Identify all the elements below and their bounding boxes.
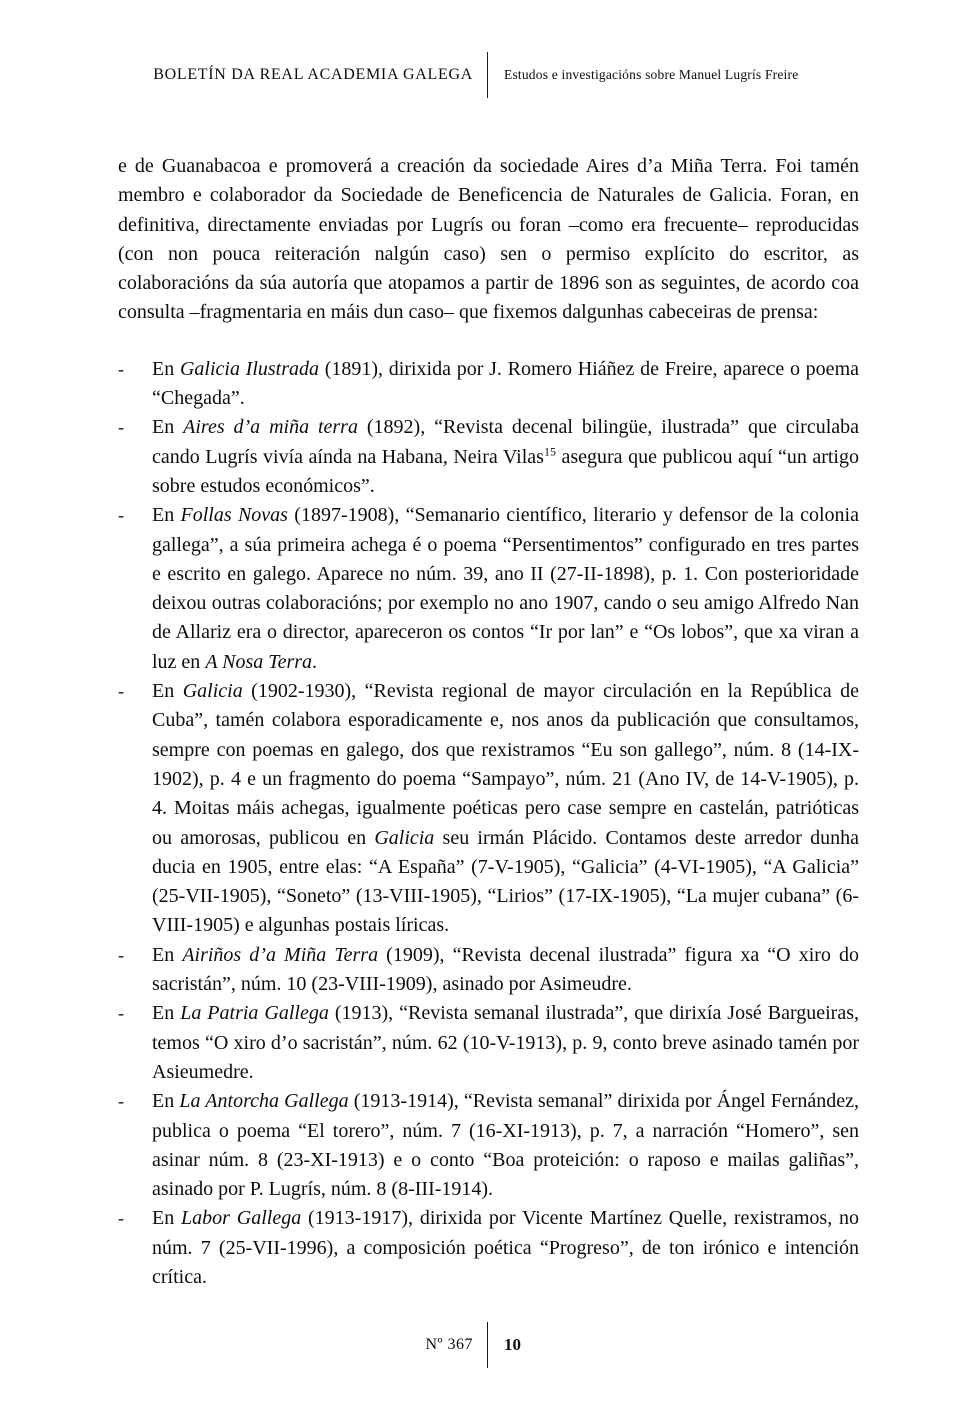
list-item-text: En Labor Gallega (1913-1917), dirixida por Vicente Martínez Quelle, rexistramos, no núm. 7 (25-VII-1996), a composición poética “Progreso”, de ton irónico e intención crítica. [152, 1207, 860, 1288]
list-item-text: En Aires d’a miña terra (1892), “Revista decenal bilingüe, ilustrada” que circulaba cando Lugrís vivía aínda na Habana, Neira Vilas$^{15}$ asegura que publicou aquí “un artigo sobre estudos económicos”. [152, 416, 860, 497]
list-item [118, 501, 859, 677]
main-text-block [118, 152, 859, 1292]
list-item-text: En Galicia Ilustrada (1891), dirixida por J. Romero Hiáñez de Freire, aparece o poema “Chegada”. [152, 357, 859, 410]
bullet-dash: - [118, 1003, 124, 1024]
list-item-text: En La Antorcha Gallega (1913-1914), “Revista semanal” dirixida por Ángel Fernández, publica o poema “El torero”, núm. 7 (16-XI-1913), p. 7, a narración “Homero”, sen asinar núm. 8 (23-XI-1913) e o conto “Boa proteición: o raposo e mailas galiñas”, asinado por P. Lugrís, núm. 8 (8-III-1914). [152, 1090, 860, 1201]
list-item [118, 999, 859, 1087]
list-item-text: En La Patria Gallega (1913), “Revista semanal ilustrada”, que dirixía José Bargueiras, temos “O xiro d’o sacristán”, núm. 62 (10-V-1913), p. 9, conto breve asinado tamén por Asieumedre. [152, 1002, 860, 1083]
bullet-dash: - [118, 417, 124, 438]
page-footer [0, 1322, 975, 1368]
page-header [0, 52, 975, 98]
list-item [118, 413, 859, 501]
list-item [118, 1204, 859, 1292]
list-item [118, 941, 859, 1000]
bullet-dash: - [118, 358, 124, 379]
issue-number: Nº 367 [425, 1336, 473, 1353]
list-item-text: En Follas Novas (1897-1908), “Semanario científico, literario y defensor de la colonia gallega”, a súa primeira achega é o poema “Persentimentos” configurado en tres partes e escrito en galego. Aparece no núm. 39, ano II (27-II-1898), p. 1. Con posterioridade deixou outras colaboracións; por exemplo no ano 1907, cando o seu amigo Alfredo Nan de Allariz era o director, apareceron os contos “Ir por lan” e “Os lobos”, que xa viran a luz en A Nosa Terra. [152, 504, 859, 673]
intro-paragraph: e de Guanabacoa e promoverá a creación da sociedade Aires d’a Miña Terra. Foi tamén membro e colaborador da Sociedade de Beneficencia de Naturales de Galicia. Foran, en definitiva, directamente enviadas por Lugrís ou foran –como era frecuente– reproducidas (con non pouca reiteración nalgún caso) sen o permiso explícito do escritor, as colaboracións da súa autoría que atopamos a partir de 1896 son as seguintes, de acordo coa consulta –fragmentaria en máis dun caso– que fixemos dalgunhas cabeceiras de prensa: [118, 155, 859, 324]
page-number: 10 [504, 1335, 521, 1354]
bullet-dash: - [118, 1091, 124, 1112]
list-item [118, 1087, 859, 1204]
list-item [118, 355, 859, 414]
bullet-dash: - [118, 944, 124, 965]
section-title: Estudos e investigacións sobre Manuel Lugrís Freire [504, 67, 799, 82]
list-item-text: En Airiños d’a Miña Terra (1909), “Revista decenal ilustrada” figura xa “O xiro do sacristán”, núm. 10 (23-VIII-1909), asinado por Asimeudre. [152, 943, 859, 996]
list-item [118, 677, 859, 941]
bullet-dash: - [118, 505, 124, 526]
publications-list [118, 355, 859, 1293]
journal-title: BOLETÍN DA REAL ACADEMIA GALEGA [153, 66, 473, 83]
list-item-text: En Galicia (1902-1930), “Revista regional de mayor circulación en la República de Cuba”, tamén colabora esporadicamente e, nos anos da publicación que consultamos, sempre con poemas en galego, dos que rexistramos “Eu son gallego”, núm. 8 (14-IX-1902), p. 4 e un fragmento do poema “Sampayo”, núm. 21 (Ano IV, de 14-V-1905), p. 4. Moitas máis achegas, igualmente poéticas pero case sempre en castelán, patrióticas ou amorosas, publicou en Galicia seu irmán Plácido. Contamos deste arredor dunha ducia en 1905, entre elas: “A España” (7-V-1905), “Galicia” (4-VI-1905), “A Galicia” (25-VII-1905), “Soneto” (13-VIII-1905), “Lirios” (17-IX-1905), “La mujer cubana” (6-VIII-1905) e algunhas postais líricas. [152, 680, 860, 937]
bullet-dash: - [118, 1208, 124, 1229]
bullet-dash: - [118, 681, 124, 702]
